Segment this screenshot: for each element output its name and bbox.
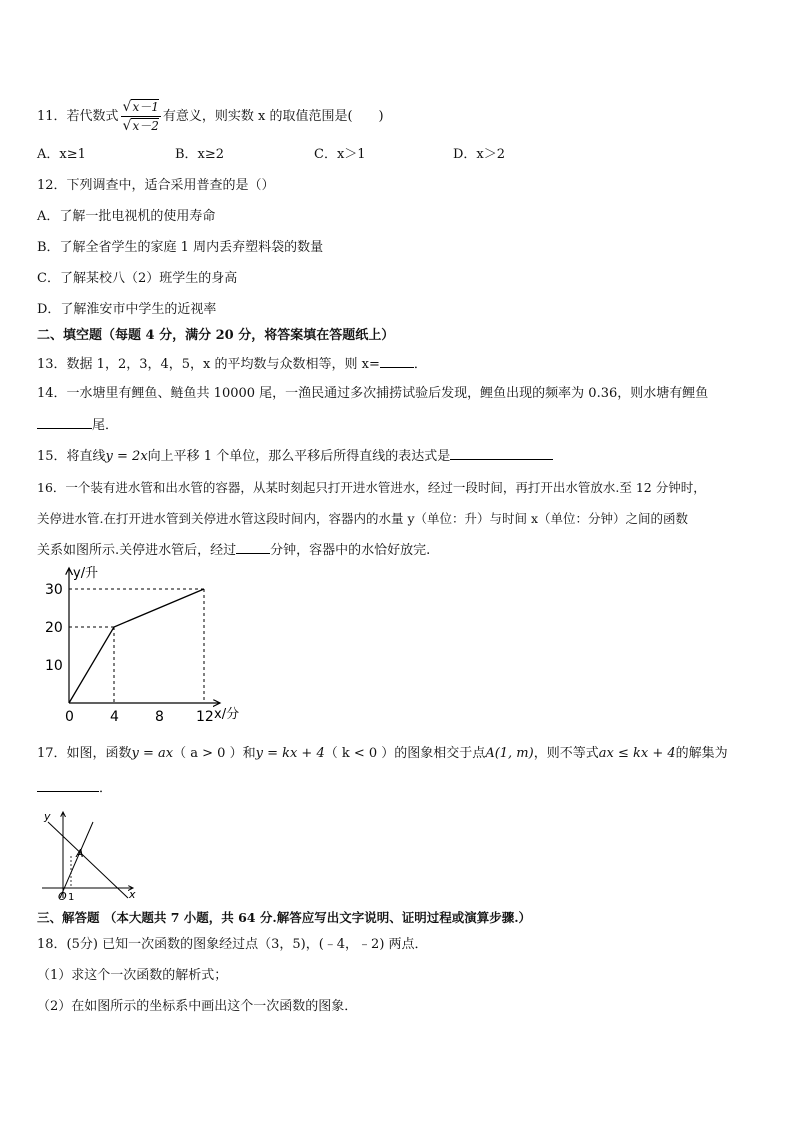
q15-suffix: 向上平移 1 个单位，那么平移后所得直线的表达式是 [147,449,451,464]
q16-line3-prefix: 关系如图所示.关停进水管后，经过 [37,543,237,558]
q16-line3-suffix: 分钟，容器中的水恰好放完. [270,543,431,558]
chart-xtick-0: 0 [65,709,74,725]
q15-expression: y = 2x [105,449,148,464]
q11-denominator: x－2 [132,119,159,133]
chart-xtick-12: 12 [196,709,214,725]
q17-answer-blank[interactable] [37,779,99,792]
q11-option-d[interactable]: D．x＞2 [453,147,506,162]
q13-stem [37,355,427,374]
q11-option-c[interactable]: C．x＞1 [314,147,366,162]
q17-graph [38,808,148,903]
q15-answer-blank[interactable] [450,447,553,460]
q14-line2 [37,416,118,435]
chart-ytick-20: 20 [45,620,63,636]
q13-end: ． [413,357,427,372]
q14-answer-blank[interactable] [37,416,92,429]
chart-xtick-4: 4 [110,709,119,725]
q12-option-c[interactable]: C．了解某校八（2）班学生的身高 [37,271,238,286]
q17-suffix: 的解集为 [675,746,728,761]
q17-answer-line [37,779,112,798]
q11-numerator: x－1 [132,100,159,114]
q17-cond2: （ k < 0 ）的图象相交于点 [324,746,486,761]
q16-line2: 关停进水管.在打开进水管到关停进水管这段时间内，容器内的水量 y（单位：升）与时间 x（单位：分钟）之间的函数 [37,511,689,526]
q17-x-label: x [129,888,136,901]
q13-answer-blank[interactable] [380,355,414,368]
q18-part2: （2）在如图所示的坐标系中画出这个一次函数的图象． [37,999,358,1014]
section2-title: 二、填空题（每题 4 分，满分 20 分，将答案填在答题纸上） [37,328,395,343]
chart-ytick-30: 30 [45,582,63,598]
chart-xlabel: x/分 [214,707,240,722]
q12-option-d[interactable]: D．了解淮安市中学生的近视率 [37,302,217,317]
chart-xtick-8: 8 [155,709,164,725]
q13-text: 13．数据 1，2，3，4，5，x 的平均数与众数相等，则 x= [37,357,380,372]
q18-part1: （1）求这个一次函数的解析式； [37,968,228,983]
q17-y-label: y [44,810,51,823]
q17-f1: y = ax [131,746,174,761]
q11-prefix: 11．若代数式 [37,109,119,124]
q15-prefix: 15．将直线 [37,449,106,464]
q12-option-b[interactable]: B．了解全省学生的家庭 1 周内丢弃塑料袋的数量 [37,240,324,255]
q12-stem: 12．下列调查中，适合采用普查的是（） [37,178,275,193]
chart-series-line [69,589,204,703]
chart-ytick-10: 10 [45,658,63,674]
q11-option-b[interactable]: B．x≥2 [175,147,225,162]
q11-stem [37,98,384,135]
q12-option-a[interactable]: A．了解一批电视机的使用寿命 [37,209,216,224]
q14-end: 尾． [92,418,119,433]
q17-origin-label: O [58,890,67,903]
q14-line1: 14．一水塘里有鲤鱼、鲢鱼共 10000 尾，一渔民通过多次捕捞试验后发现，鲤鱼出现的频率为 0.36，则水塘有鲤鱼 [37,386,709,401]
q17-mid: ，则不等式 [533,746,599,761]
q17-end: ． [99,781,113,796]
q11-suffix: 有意义，则实数 x 的取值范围是( ) [162,109,384,124]
q17-cond1: （ a > 0 ）和 [173,746,256,761]
chart-ylabel: y/升 [73,566,99,581]
q18-stem: 18．(5分) 已知一次函数的图象经过点（3，5)，(﹣4，﹣2) 两点． [37,937,428,952]
q11-fraction: $\frac{√x-1}{√x-2}$ [122,99,159,134]
q17-one-label: 1 [68,892,75,903]
section3-title: 三、解答题 （本大题共 7 小题，共 64 分.解答应写出文字说明、证明过程或演算步骤.） [37,910,532,925]
q17-prefix: 17．如图，函数 [37,746,132,761]
q17-f2: y = kx + 4 [255,746,325,761]
q17-a-label: A [76,847,84,860]
q16-line3 [37,541,430,560]
q17-point: A(1, m) [485,746,534,761]
q16-answer-blank[interactable] [236,541,270,554]
q17-stem [37,745,728,763]
q17-inequality: ax ≤ kx + 4 [598,746,676,761]
q11-option-a[interactable]: A．x≥1 [37,147,86,162]
q16-line1: 16．一个装有进水管和出水管的容器，从某时刻起只打开进水管进水，经过一段时间，再打开出水管放水.至 12 分钟时， [37,480,706,495]
q16-chart [30,560,260,730]
q15-stem [37,447,553,466]
